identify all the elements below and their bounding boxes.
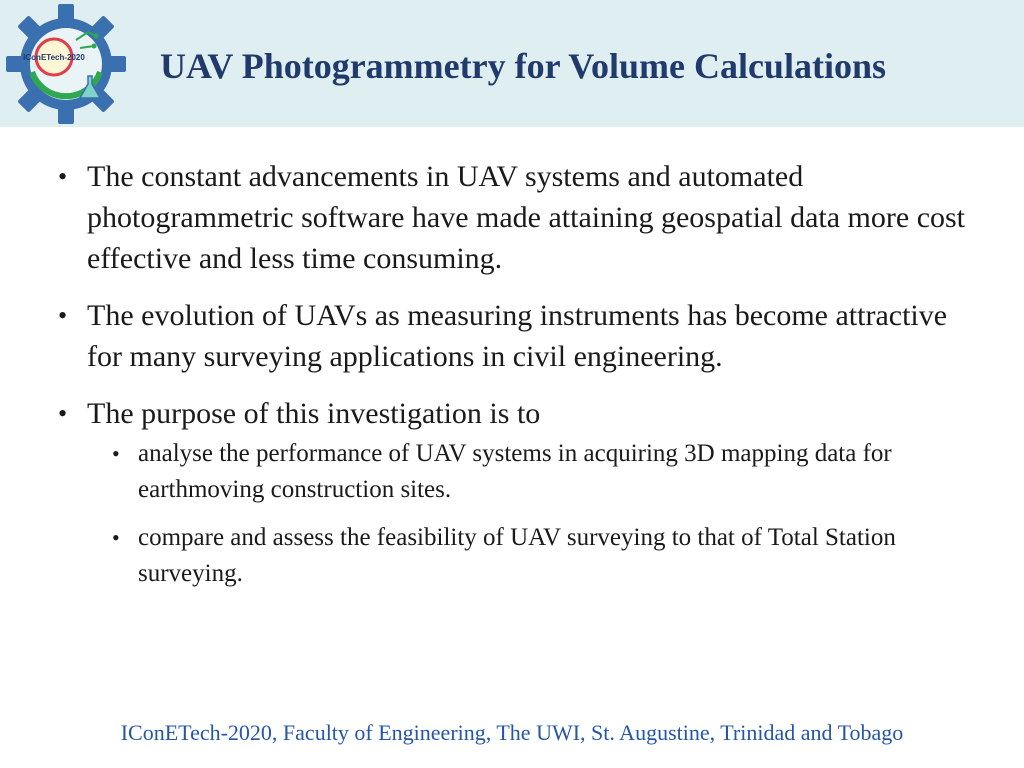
header-band <box>0 0 1024 127</box>
sub-bullet-dot-icon: • <box>112 525 120 550</box>
slide-title: UAV Photogrammetry for Volume Calculations <box>160 46 886 86</box>
footer-text: IConETech-2020, Faculty of Engineering, The UWI, St. Augustine, Trinidad and Tobago <box>120 720 904 745</box>
bullet-text: The constant advancements in UAV systems and automated photogrammetric software have made attaining geospatial data more cost effective and less time consuming. <box>87 160 966 275</box>
sub-bullet-text: compare and assess the feasibility of UAV surveying to that of Total Station surveying. <box>138 524 896 587</box>
bullet-dot-icon: • <box>58 399 68 428</box>
sub-bullet-list <box>107 436 976 592</box>
sub-bullet-dot-icon: • <box>112 441 120 466</box>
bullet-dot-icon: • <box>58 301 68 330</box>
bullet-list <box>56 156 976 608</box>
bullet-item-1 <box>56 156 976 279</box>
bullet-dot-icon: • <box>58 162 68 191</box>
bullet-item-3 <box>56 393 976 592</box>
sub-bullet-text: analyse the performance of UAV systems in acquiring 3D mapping data for earthmoving construction sites. <box>138 440 892 503</box>
conference-logo <box>2 2 130 126</box>
bullet-text: The purpose of this investigation is to <box>87 397 541 430</box>
bullet-text: The evolution of UAVs as measuring instruments has become attractive for many surveying applications in civil engineering. <box>87 299 948 373</box>
bullet-item-2 <box>56 295 976 377</box>
logo-text: IConETech-2020 <box>23 53 85 62</box>
sub-bullet-item-1 <box>107 436 976 508</box>
sub-bullet-item-2 <box>107 520 976 592</box>
gear-logo-icon <box>2 2 130 126</box>
